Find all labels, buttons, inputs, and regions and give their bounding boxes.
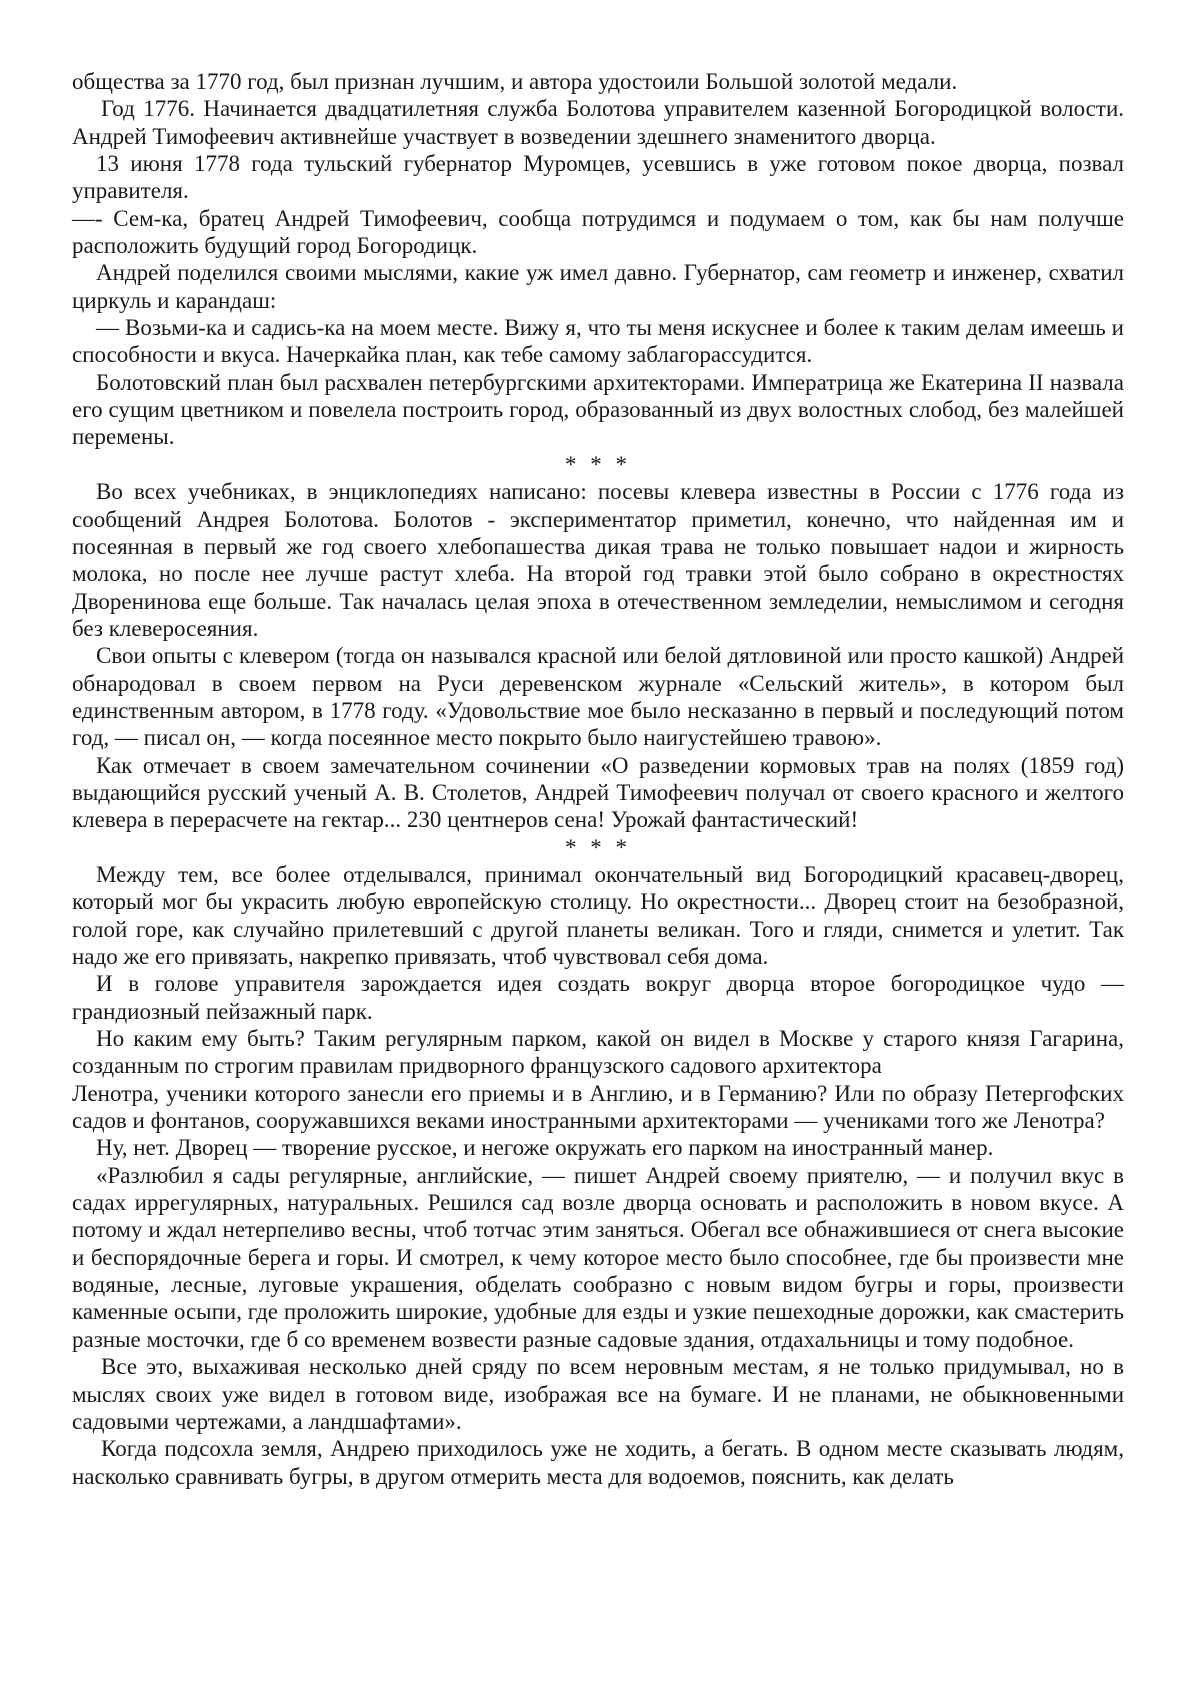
paragraph: Андрей поделился своими мыслями, какие уж имел давно. Губернатор, сам геометр и инженер, схватил циркуль и карандаш: — [72, 260, 1124, 313]
paragraph: — Возьми-ка и садись-ка на моем месте. Вижу я, что ты меня искуснее и более к таким делам имеешь и способности и вкуса. Начеркайка план, как тебе самому заблагорассудится. — [72, 315, 1124, 368]
paragraph: Болотовский план был расхвален петербургскими архитекторами. Императрица же Екатерина II назвала его сущим цветником и повелела построить город, образованный из двух волостных слобод, без малейшей перемены. — [72, 369, 1124, 450]
paragraph: Ленотра, ученики которого занесли его приемы и в Англию, и в Германию? Или по образу Петергофских садов и фонтанов, сооружавшихся веками иностранными архитекторами — учениками того же Ленотра? — [72, 1080, 1124, 1134]
paragraph: Но каким ему быть? Таким регулярным парком, какой он видел в Москве у старого князя Гагарина, созданным по строгим правилам придворного французского садового архитектора — [72, 1026, 1124, 1079]
paragraph: И в голове управителя зарождается идея создать вокруг дворца второе богородицкое чудо — грандиозный пейзажный парк. — [72, 971, 1124, 1024]
paragraph: Год 1776. Начинается двадцатилетняя служба Болотова управителем казенной Богородицкой волости. Андрей Тимофеевич активнейше участвует в возведении здешнего знаменитого дворца. — [72, 96, 1124, 149]
paragraph: общества за 1770 год, был признан лучшим, и автора удостоили Большой золотой медали. — [72, 69, 958, 94]
paragraph: Между тем, все более отделывался, принимал окончательный вид Богородицкий красавец-дворец, который мог бы украсить любую европейскую столицу. Но окрестности... Дворец стоит на безобразной, голой горе, как случайно прилетевший с другой планеты великан. Того и гляди, снимется и улетит. Так надо же его привязать, накрепко привязать, чтоб чувствовал себя дома. — [72, 861, 1124, 969]
document-page — [72, 68, 1124, 1490]
paragraph: —- Сем-ка, братец Андрей Тимофеевич, сообща потрудимся и подумаем о том, как бы нам получше расположить будущий город Богородицк. — [72, 205, 1124, 259]
paragraph: Свои опыты с клевером (тогда он назывался красной или белой дятловиной или просто кашкой) Андрей обнародовал в своем первом на Руси деревенском журнале «Сельский житель», в котором был единственным автором, в 1778 году. «Удовольствие мое было несказанно в первый и последующий потом год, — писал он, — когда посеянное место покрыто было наигустейшею травою». — [72, 643, 1124, 751]
paragraph: «Разлюбил я сады регулярные, английские, — пишет Андрей своему приятелю, — и получил вкус в садах иррегулярных, натуральных. Решился сад возле дворца основать и расположить в новом вкусе. А потому и ждал нетерпеливо весны, чтоб тотчас этим заняться. Обегал все обнажившиеся от снега высокие и беспорядочные берега и горы. И смотрел, к чему которое место было способнее, где бы произвести мне водяные, лесные, луговые украшения, обделать сообразно с новым видом бугры и горы, произвести каменные осыпи, где проложить широкие, удобные для езды и узкие пешеходные дорожки, как смастерить разные мосточки, где б со временем возвести разные садовые здания, отдахальницы и тому подобное. — [72, 1162, 1124, 1352]
paragraph: Все это, выхаживая несколько дней сряду по всем неровным местам, я не только придумывал, но в мыслях своих уже видел в готовом виде, изображая все на бумаге. И не планами, не обыкновенными садовыми чертежами, а ландшафтами». — [72, 1354, 1124, 1434]
section-separator: * * * — [565, 451, 631, 477]
paragraph: Ну, нет. Дворец — творение русское, и негоже окружать его парком на иностранный манер. — [96, 1135, 994, 1161]
paragraph: Как отмечает в своем замечательном сочинении «О разведении кормовых трав на полях (1859 год) выдающийся русский ученый А. В. Столетов, Андрей Тимофеевич получал от своего красного и желтого клевера в перерасчете на гектар... 230 центнеров сена! Урожай фантастический! — [72, 752, 1124, 833]
paragraph: Когда подсохла земля, Андрею приходилось уже не ходить, а бегать. В одном месте сказывать людям, насколько сравнивать бугры, в другом отмерить места для водоемов, пояснить, как делать — [72, 1436, 1124, 1489]
section-separator: * * * — [565, 834, 631, 860]
paragraph: 13 июня 1778 года тульский губернатор Муромцев, усевшись в уже готовом покое дворца, позвал управителя. — [72, 151, 1124, 204]
paragraph: Во всех учебниках, в энциклопедиях написано: посевы клевера известны в России с 1776 года из сообщений Андрея Болотова. Болотов - экспериментатор приметил, конечно, что найденная им и посеянная в первый же год своего хлебопашества дикая трава не только повышает надои и жирность молока, но после нее лучше растут хлеба. На второй год травки этой было собрано в окрестностях Дворенинова еще больше. Так началась целая эпоха в отечественном земледелии, немыслимом и сегодня без клеверосеяния. — [72, 479, 1124, 641]
